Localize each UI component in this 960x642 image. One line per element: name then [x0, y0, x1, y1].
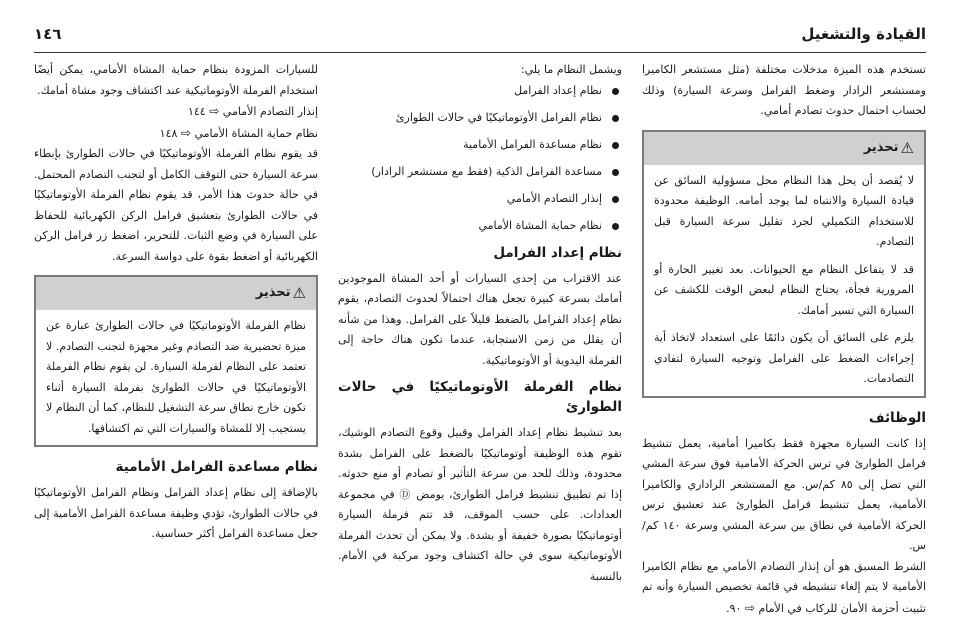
header-rule — [34, 52, 926, 53]
page-ref: إنذار التصادم الأمامي ⇨ ١٤٤ — [34, 101, 318, 123]
list-item: نظام مساعدة الفرامل الأمامية — [338, 135, 622, 155]
page-title: القيادة والتشغيل — [801, 25, 926, 43]
warning-paragraph: قد لا يتفاعل النظام مع الحيوانات. بعد تغيير الحارة أو المرورية فجأة، يحتاج النظام لبعض الوقت للكشف عن السيارة التي تسير أمامك. — [654, 262, 914, 317]
list-item: نظام إعداد الفرامل — [338, 81, 622, 101]
section-heading-auto-brake: نظام الفرملة الأوتوماتيكيًا في حالات الطوارئ — [338, 379, 622, 415]
page-ref-number[interactable]: ١٤٤ — [187, 105, 206, 118]
page-ref-number[interactable]: ١٤٨ — [159, 126, 178, 140]
warning-title: تحذير — [255, 285, 291, 301]
section-heading-brake-assist: نظام مساعدة الفرامل الأمامية — [115, 459, 318, 475]
feature-list — [338, 81, 622, 236]
list-item: مساعدة الفرامل الذكية (فقط مع مستشعر الرادار) — [338, 162, 622, 182]
page-ref-arrow-icon: ⇨ — [744, 600, 755, 615]
section-heading-functions: الوظائف — [868, 409, 926, 426]
brake-assist-paragraph: بالإضافة إلى نظام إعداد الفرامل ونظام الفرامل الأوتوماتيكيًا في حالات الطوارئ، تؤدي وظيفة مساعدة الفرامل الأمامية إلى جعل مساعدة الفرامل أكثر حساسية. — [34, 486, 318, 540]
page-ref-arrow-icon: ⇨ — [209, 104, 220, 118]
page-header — [34, 22, 926, 46]
warning-box-2 — [34, 275, 318, 447]
warning-box-1 — [642, 130, 926, 398]
warning-icon: ⚠ — [292, 284, 306, 303]
includes-intro: ويشمل النظام ما يلي: — [520, 63, 622, 76]
warning-paragraph: لا يُقصد أن يحل هذا النظام محل مسؤولية السائق عن قيادة السيارة والانتباه لما يوجد أمامه. الوظيفة محدودة للاستخدام التكميلي لجرد تقليل سرعة السيارة قبل التصادم. — [654, 173, 914, 248]
warning-paragraph: نظام الفرملة الأوتوماتيكيًا في حالات الطوارئ عبارة عن ميزة تحضيرية ضد التصادم وغير مجهزة لتجنب التصادم. لا تعتمد على النظام لفرملة السيارة. لن يقوم نظام الفرملة الأوتوماتيكيًا في حالات الطوارئ بفرملة السيارة أثناء تكون خارج نطاق سرعة التشغيل للنظام، كما أن النظام لا يستجيب إلا للمشاة والسيارات التي تم اكتشافها. — [46, 319, 306, 435]
warning-header — [36, 277, 316, 310]
column-right — [642, 60, 926, 628]
content-columns — [34, 60, 926, 628]
list-item: إنذار التصادم الأمامي — [338, 189, 622, 209]
parking-brake-paragraph: قد يقوم نظام الفرملة الأوتوماتيكيًا في حالات الطوارئ بإبطاء سرعة السيارة حتى التوقف الكامل أو لتجنب التصادم المحتمل. في حالة حدوث هذا الأمر، قد يقوم نظام الفرملة الأوتوماتيكيًا في حالات الطوارئ بتعشيق فرامل الركن الكهربائية للحفاظ على السيارة في وضع الثبات. للتحرير، اضغط زر فرامل الركن الكهربائية أو اضغط بقوة على دواسة السرعة. — [34, 147, 318, 263]
warning-body — [644, 165, 924, 396]
column-middle — [338, 60, 622, 628]
functions-paragraph: إذا كانت السيارة مجهزة فقط بكاميرا أمامية، يعمل تنشيط فرامل الطوارئ في ترس الحركة الأمامية فوق سرعة المشي التي تصل إلى ٨٥ كم/س. مع المستشعر الراداري والكاميرا الأمامية، يعمل تنشيط فرامل الطوارئ عند تعشيق ترس الحركة الأمامية في نطاق بين سرعة المشي وسرعة ١٤٠ كم/س. — [642, 436, 926, 552]
intro-paragraph: تستخدم هذه الميزة مدخلات مختلفة (مثل مستشعر الكاميرا ومستشعر الرادار وضغط الفرامل وسرعة السيارة) وذلك لحساب احتمال حدوث تصادم أمامي. — [642, 63, 926, 117]
auto-brake-paragraph: بعد تنشيط نظام إعداد الفرامل وقبيل وقوع التصادم الوشيك، تقوم هذه الوظيفة أوتوماتيكيًا بالضغط على الفرامل بشدة محدودة، وذلك للحد من سرعة التأثير أو تصادم أو منع حدوثه. إذا تم تطبيق تنشيط فرامل الطوارئ، يومض ‏Ⓓ في مجموعة العدادات. على حسب الموقف، قد تتم فرملة السيارة أوتوماتيكيًا بصورة خفيفة أو بشدة. ولا يمكن أن تحدث الفرملة الأوتوماتيكية سوى في حالة اكتشاف وجود مركبة في الأمام. بالنسبة — [338, 426, 622, 583]
page-ref-arrow-icon: ⇨ — [180, 125, 191, 140]
continued-paragraph: للسيارات المزودة بنظام حماية المشاة الأمامي، يمكن أيضًا استخدام الفرملة الأوتوماتيكية عند اكتشاف وجود مشاة أمامك. — [34, 63, 318, 97]
warning-paragraph: يلزم على السائق أن يكون دائمًا على استعداد لاتخاذ أية إجراءات الضغط على الفرامل وتوجيه السيارة لتفادي التصادمات. — [654, 331, 914, 385]
warning-icon: ⚠ — [900, 138, 914, 157]
warning-title: تحذير — [863, 139, 899, 155]
column-left — [34, 60, 318, 628]
page-ref-number[interactable]: ٩٠ — [729, 601, 742, 615]
warning-header — [644, 132, 924, 165]
list-item: نظام الفرامل الأوتوماتيكيًا في حالات الطوارئ — [338, 108, 622, 128]
list-item: نظام حماية المشاة الأمامي — [338, 216, 622, 236]
section-heading-brake-prep: نظام إعداد الفرامل — [493, 244, 622, 261]
brake-prep-paragraph: عند الاقتراب من إحدى السيارات أو أحد المشاة الموجودين أمامك بسرعة كبيرة تجعل هناك احتمالاً لحدوث التصادم، يقوم نظام إعداد الفرامل بالضغط قليلاً على الفرامل. وهذا من شأنه أن يقلل من زمن الاستجابة، عندما تكون هناك حاجة إلى الفرملة اليدوية أو الأوتوماتيكية. — [338, 271, 622, 367]
functions-paragraph: الشرط المسبق هو أن إنذار التصادم الأمامي مع نظام الكاميرا الأمامية لا يتم إلغاء تنشيطه في قائمة تخصيص السيارة وأنه تم تثبيت أحزمة الأمان للركاب في الأمام ⇨ ٩٠. — [642, 557, 926, 620]
page-number: ١٤٦ — [34, 25, 62, 43]
warning-body — [36, 310, 316, 445]
page-ref: نظام حماية المشاة الأمامي ⇨ ١٤٨ — [34, 123, 318, 145]
